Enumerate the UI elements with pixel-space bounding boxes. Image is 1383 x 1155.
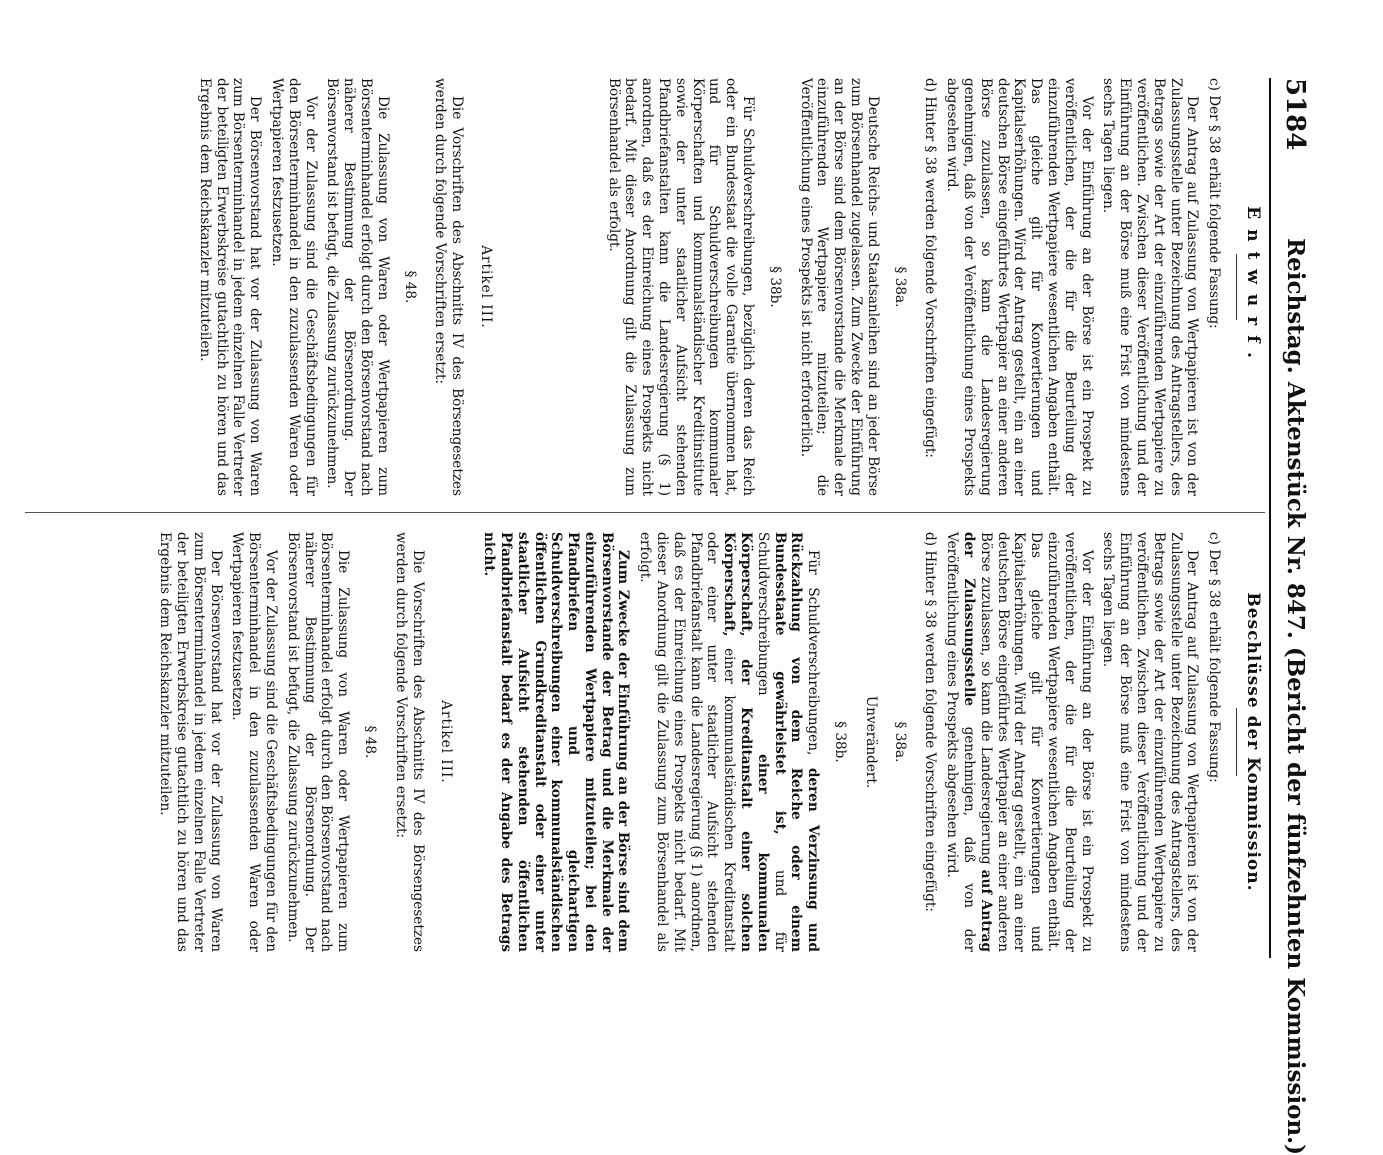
- unchanged-note: Unverändert.: [862, 695, 879, 789]
- amended-text: einer kommunalen Körperschaft, der Kreditanstalt einer solchen Körperschaft,: [721, 532, 771, 952]
- column-beschluesse: [151, 532, 1263, 952]
- paragraph: Der Antrag auf Zulassung von Wertpapieren ist von der Zulassungsstelle unter Bezeichnung des Antragstellers, des Betrags sowie der Art der einzuführenden Wertpapiere zu veröffentlichen. Zwischen dieser Veröffentlichung und der Einführung an der Börse muß eine Frist von mindestens sechs Tagen liegen.: [1100, 532, 1201, 952]
- paragraph: Vor der Zulassung sind die Geschäftsbedingungen für den Börsenterminhandel in den zuzulassenden Waren oder Wertpapieren festzusetzen.: [229, 532, 279, 952]
- section-heading-38b: § 38b.: [766, 266, 783, 308]
- paragraph: Deutsche Reichs- und Staatsanleihen sind an jeder Börse zum Börsenhandel zugelassen. Zum Zwecke der Einführung an der Börse sind dem Börsenvorstande die Merkmale der einzuführenden Wertpapiere mitzuteilen; die Veröffentlichung eines Prospekts ist nicht erforderlich.: [797, 78, 881, 496]
- section-heading-48: § 48.: [401, 270, 418, 304]
- page-title: Reichstag. Aktenstück Nr. 847. (Bericht der fünfzehnten Kommission.): [1282, 238, 1309, 1155]
- paragraph: Der Börsenvorstand hat vor der Zulassung von Waren zum Börsenterminhandel in jedem einzelnen Falle Vertreter der beteiligten Erwerbskreise gutachtlich zu hören und das Ergebnis dem Reichskanzler mitzuteilen.: [196, 78, 264, 496]
- amended-text: deren Verzinsung und Rückzahlung von dem Reiche oder einem Bundesstaate gewährleistet ist,: [771, 532, 822, 953]
- paragraph: Vor der Einführung an der Börse ist ein Prospekt zu veröffentlichen, der die für die Beurteilung der einzuführenden Wertpapiere wesentlichen Angaben enthält. Das gleiche gilt für Konvertierungen und Kapitalserhöhungen. Wird der Antrag gestellt, ein an einer deutschen Börse eingeführtes Wertpapier an einer anderen Börse zuzulassen, so kann die Landesregierung auf Antrag der Zulassungsstelle genehmigen, daß von der Veröffentlichung eines Prospekts abgesehen wird.: [944, 532, 1095, 952]
- item-c-intro: c) Der § 38 erhält folgende Fassung:: [1206, 532, 1223, 783]
- column-title-beschluesse: Beschlüsse der Kommission.: [1244, 532, 1261, 952]
- section-heading-48: § 48.: [361, 725, 378, 759]
- paragraph: Die Zulassung von Waren oder Wertpapieren zum Börsenterminhandel erfolgt durch den Börsenvorstand nach näherer Bestimmung der Börsenordnung. Der Börsenvorstand ist befugt, die Zulassung zurückzunehmen.: [324, 78, 391, 496]
- article-heading-3: Artikel III.: [477, 245, 494, 329]
- column-entwurf: [191, 78, 1263, 496]
- amended-text: auf Antrag der Zulassungsstelle: [961, 532, 994, 952]
- item-c-intro: c) Der § 38 erhält folgende Fassung:: [1206, 78, 1223, 329]
- article-heading-3: Artikel III.: [438, 700, 455, 784]
- section-heading-38a: § 38a.: [891, 266, 908, 308]
- page-header: [1269, 78, 1315, 1155]
- paragraph: Die Zulassung von Waren oder Wertpapieren zum Börsenterminhandel erfolgt durch den Börsenvorstand nach näherer Bestimmung der Börsenordnung. Der Börsenvorstand ist befugt, die Zulassung zurückzunehmen.: [284, 532, 352, 952]
- paragraph: Die Vorschriften des Abschnitts IV des Börsengesetzes werden durch folgende Vorschriften ersetzt:: [432, 78, 466, 496]
- paragraph: Vor der Zulassung sind die Geschäftsbedingungen für den Börsenterminhandel in den zuzulassenden Waren oder Wertpapieren festzusetzen.: [268, 78, 319, 496]
- page-number: 5184: [1280, 78, 1310, 151]
- section-heading-38b: § 38b.: [832, 721, 849, 763]
- column-title-entwurf: Entwurf.: [1244, 78, 1261, 496]
- column-divider: [25, 512, 1265, 513]
- section-heading-38a: § 38a.: [891, 721, 908, 763]
- paragraph: Für Schuldverschreibungen, deren Verzinsung und Rückzahlung von dem Reiche oder einem Bundesstaate gewährleistet ist, und für Schuldverschreibungen einer kommunalen Körperschaft, der Kreditanstalt einer solchen Körperschaft, einer kommunalständischen Kreditanstalt oder einer unter staatlicher Aufsicht stehenden Pfandbriefanstalt kann die Landesregierung (§ 1) anordnen, daß es der Einreichung eines Prospekts nicht bedarf. Mit dieser Anordnung gilt die Zulassung zum Börsenhandel als erfolgt.: [637, 532, 822, 953]
- paragraph: Vor der Einführung an der Börse ist ein Prospekt zu veröffentlichen, der die für die Beurteilung der einzuführenden Wertpapiere wesentlichen Angaben enthält. Das gleiche gilt für Konvertierungen und Kapitalserhöhungen. Wird der Antrag gestellt, ein an einer deutschen Börse eingeführtes Wertpapier an einer anderen Börse zuzulassen, so kann die Landesregierung genehmigen, daß von der Veröffentlichung eines Prospekts abgesehen wird.: [944, 78, 1095, 496]
- paragraph: Der Börsenvorstand hat vor der Zulassung von Waren zum Börsenterminhandel in jedem einzelnen Falle Vertreter der beteiligten Erwerbskreise gutachtlich zu hören und das Ergebnis dem Reichskanzler mitzuteilen.: [157, 532, 224, 952]
- paragraph: Der Antrag auf Zulassung von Wertpapieren ist von der Zulassungsstelle unter Bezeichnung des Antragstellers, des Betrags sowie der Art der einzuführenden Wertpapiere zu veröffentlichen. Zwischen dieser Veröffentlichung und der Einführung an der Börse muß eine Frist von mindestens sechs Tagen liegen.: [1100, 78, 1201, 496]
- item-d-intro: d) Hinter § 38 werden folgende Vorschriften eingefügt:: [922, 532, 939, 912]
- paragraph: Die Vorschriften des Abschnitts IV des Börsengesetzes werden durch folgende Vorschriften ersetzt:: [392, 532, 426, 952]
- item-d-intro: d) Hinter § 38 werden folgende Vorschriften eingefügt:: [922, 78, 939, 458]
- paragraph: Für Schuldverschreibungen, bezüglich deren das Reich oder ein Bundesstaat die volle Garantie übernommen hat, und für Schuldverschreibungen kommunaler Körperschaften und kommunalständischer Kreditinstitute sowie der unter staatlicher Aufsicht stehenden Pfandbriefanstalten kann die Landesregierung (§ 1) anordnen, daß es der Einreichung eines Prospekts nicht bedarf. Mit dieser Anordnung gilt die Zulassung zum Börsenhandel als erfolgt.: [605, 78, 757, 496]
- amended-paragraph: Zum Zwecke der Einführung an der Börse sind dem Börsenvorstande der Betrag und die Merkmale der einzuführenden Wertpapiere mitzuteilen; bei den Pfandbriefen und gleichartigen Schuldverschreibungen einer kommunalständischen öffentlichen Grundkreditanstalt oder einer unter staatlicher Aufsicht stehenden öffentlichen Pfandbriefanstalt bedarf es der Angabe des Betrags nicht.: [481, 532, 632, 952]
